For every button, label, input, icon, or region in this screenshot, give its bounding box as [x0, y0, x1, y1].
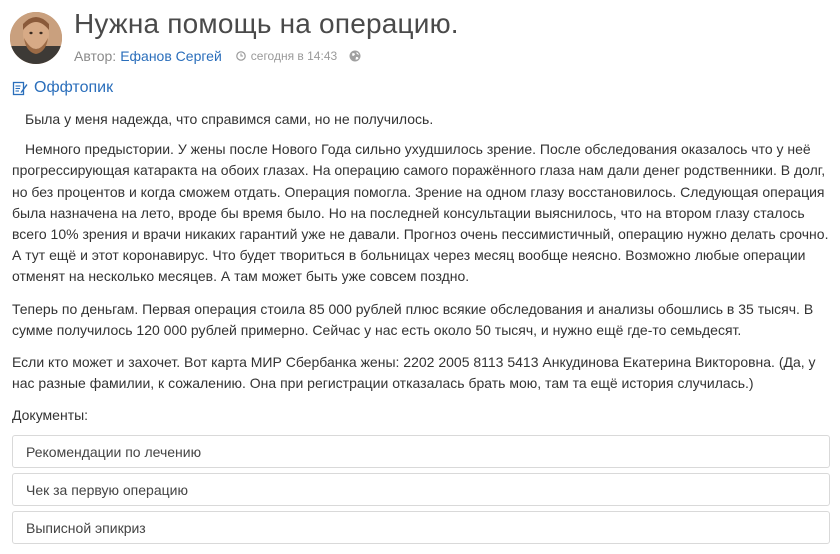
edit-note-icon [12, 80, 28, 96]
post-meta [74, 48, 361, 64]
globe-icon[interactable] [349, 50, 361, 62]
post-header [10, 10, 830, 70]
document-item[interactable] [12, 473, 830, 506]
post-time-text: сегодня в 14:43 [250, 49, 338, 63]
post-title: Нужна помощь на операцию. [74, 8, 459, 39]
post-paragraph: Теперь по деньгам. Первая операция стоила 85 000 рублей плюс всякие обследования и анализы обошлись в 35 тысяч. В сумме получилось 120 000 рублей примерно. Сейчас у нас есть около 50 тысяч, и нужно ещё где-то семьдесят. [12, 300, 814, 338]
category-link[interactable] [12, 79, 113, 97]
document-item[interactable] [12, 511, 830, 544]
document-item[interactable] [12, 435, 830, 468]
category-label: Оффтопик [34, 79, 114, 96]
post-time [236, 49, 337, 63]
author-link[interactable]: Ефанов Сергей [120, 48, 222, 64]
author-prefix: Автор: [74, 48, 117, 64]
documents-list [12, 435, 830, 549]
document-label: Выписной эпикриз [26, 519, 146, 536]
author-avatar[interactable] [10, 12, 62, 64]
post-paragraph: Немного предыстории. У жены после Нового Года сильно ухудшилось зрение. После обследования оказалось что у неё прогрессирующая катаракта на обоих глазах. На операцию самого поражённого глаза нам дали денег родственники. В долг, но без процентов и когда сможем отдать. Операция помогла. Зрение на одном глазу восстановилось. Следующая операция была назначена на лето, вроде бы время было. Но на последней консультации выяснилось, что на втором глазу сталось всего 10% зрения и врачи никаких гарантий уже не давали. Прогноз очень пессимистичный, операцию нужно делать срочно. А тут ещё и этот коронавирус. Что будет твориться в больницах через месяц вообще неясно. Возможно любые операции отменят на несколько месяцев. А там может быть уже совсем поздно. [12, 141, 829, 285]
document-label: Рекомендации по лечению [26, 443, 202, 460]
clock-icon [236, 51, 246, 61]
post-paragraph: Если кто может и захочет. Вот карта МИР Сбербанка жены: 2202 2005 8113 5413 Анкудинова Екатерина Викторовна. (Да, у нас разные фамилии, к сожалению. Она при регистрации отказалась брать мою, там та ещё история случилась.) [12, 354, 816, 392]
document-label: Чек за первую операцию [26, 481, 188, 498]
documents-label: Документы: [12, 407, 89, 424]
post-body [12, 109, 830, 427]
post-paragraph: Была у меня надежда, что справимся сами, но не получилось. [25, 111, 434, 127]
